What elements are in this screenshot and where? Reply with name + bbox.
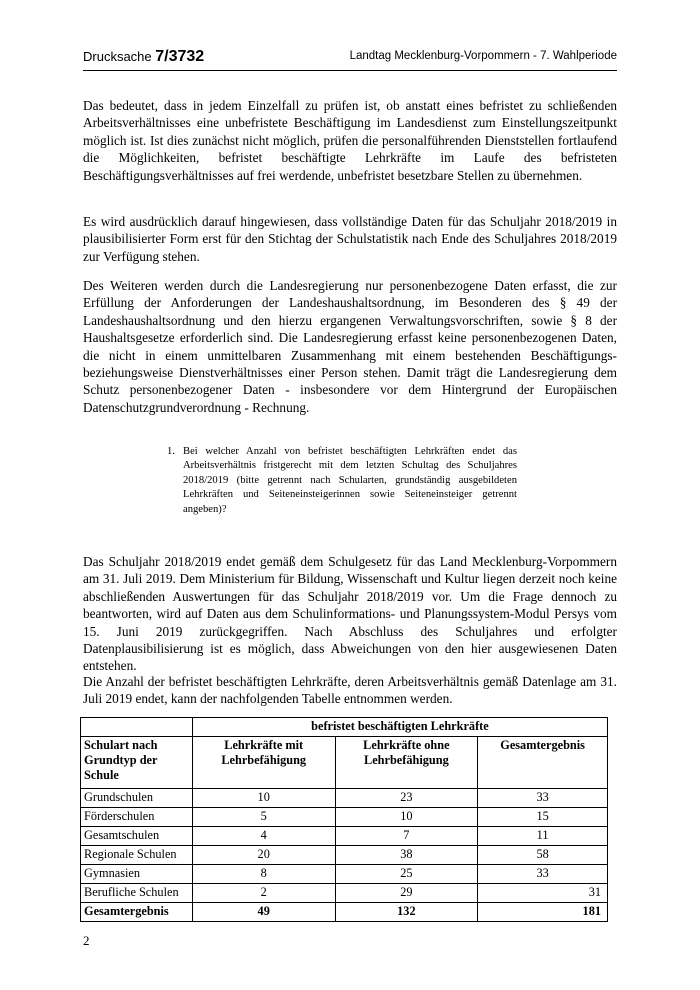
question-block [167,445,517,517]
table-total-row: Gesamtergebnis 49 132 181 [81,903,608,922]
page-header [83,44,617,71]
table-row: Förderschulen 5 10 15 [81,808,608,827]
question-text: Bei welcher Anzahl von befristet beschäftigten Lehrkräften endet das Arbeitsverhältnis fristgerecht mit dem letzten Schultag des Schuljahres 2018/2019 (bitte getrennt nach Schularten, grundständig ausgebildeten Lehrkräften und Seiteneinsteigerinnen sowie Seiteneinsteiger getrennt angeben)? [183,446,517,515]
teachers-table [80,717,608,922]
answer-paragraph-2: Die Anzahl der befristet beschäftigten Lehrkräfte, deren Arbeitsverhältnis gemäß Datenlage am 31. Juli 2019 endet, kann der nachfolgenden Tabelle entnommen werden. [83,674,617,707]
table-row: Gesamtschulen 4 7 11 [81,827,608,846]
table-row: Berufliche Schulen 2 29 31 [81,884,608,903]
table-row: Grundschulen 10 23 33 [81,789,608,808]
table-row: Regionale Schulen 20 38 58 [81,846,608,865]
table-group-header-row [81,718,608,737]
document-number [83,48,204,66]
question-number: 1. [167,446,175,457]
body-paragraph-1: Das bedeutet, dass in jedem Einzelfall zu prüfen ist, ob anstatt eines befristet zu schließenden Arbeitsverhältnisses eine unbefristete Beschäftigung im Landesdienst zum Einstellungszeitpunkt möglich ist. Ist dies zunächst nicht möglich, prüfen die personalführenden Dienststellen fortlaufend die Möglichkeiten, befristet beschäftigte Lehrkräfte im Laufe des befristeten Beschäftigungsverhältnisses auf frei werdende, unbefristet besetzbare Stellen zu übernehmen. [83,98,617,183]
answer-paragraph-1: Das Schuljahr 2018/2019 endet gemäß dem Schulgesetz für das Land Mecklenburg-Vorpommern am 31. Juli 2019. Dem Ministerium für Bildung, Wissenschaft und Kultur liegen derzeit noch keine abschließenden Auswertungen für das Schuljahr 2018/2019 vor. Um die Frage dennoch zu beantworten, wird auf Daten aus dem Schulinformations- und Planungssystem-Modul Persys vom 15. Juni 2019 zurückgegriffen. Nach Abschluss des Schuljahres und erfolgter Datenplausibilisierung ist es möglich, dass Abweichungen von den hier ausgewiesenen Daten entstehen. [83,554,617,674]
table-header-row [81,737,608,789]
col-header-schulart: Schulart nach Grundtyp der Schule [81,737,193,789]
table-row: Gymnasien 8 25 33 [81,865,608,884]
group-header: befristet beschäftigten Lehrkräfte [192,718,607,737]
doc-label: Drucksache [83,49,152,64]
body-paragraph-3: Des Weiteren werden durch die Landesregierung nur personenbezogene Daten erfasst, die zur Erfüllung der Anforderungen der Landeshaushaltsordnung, im Besonderen des § 49 der Landeshaushaltsordnung und den hierzu ergangenen Verwaltungsvorschriften, sowie § 8 der Haushaltsgesetze erforderlich sind. Die Landesregierung erfasst keine personenbezogenen Daten, die nicht in einem unmittelbaren Zusammenhang mit einem bestehenden Beschäftigungs- beziehungsweise Dienstverhältnisses einer Person stehen. Damit trägt die Landesregierung dem Schutz personenbezogener Daten - insbesondere vor dem Hintergrund der Europäischen Datenschutzgrundverordnung - Rechnung. [83,278,617,415]
page-number: 2 [83,933,90,948]
col-header-ohne: Lehrkräfte ohne Lehrbefähigung [335,737,478,789]
col-header-mit: Lehrkräfte mit Lehrbefähigung [192,737,335,789]
col-header-gesamt: Gesamtergebnis [478,737,608,789]
parliament-label: Landtag Mecklenburg-Vorpommern - 7. Wahlperiode [349,50,617,62]
body-paragraph-2: Es wird ausdrücklich darauf hingewiesen, dass vollständige Daten für das Schuljahr 2018/2019 in plausibilisierter Form erst für den Stichtag der Schulstatistik nach Ende des Schuljahres 2018/2019 zur Verfügung stehen. [83,214,617,264]
doc-number-value: 7/3732 [155,48,205,65]
